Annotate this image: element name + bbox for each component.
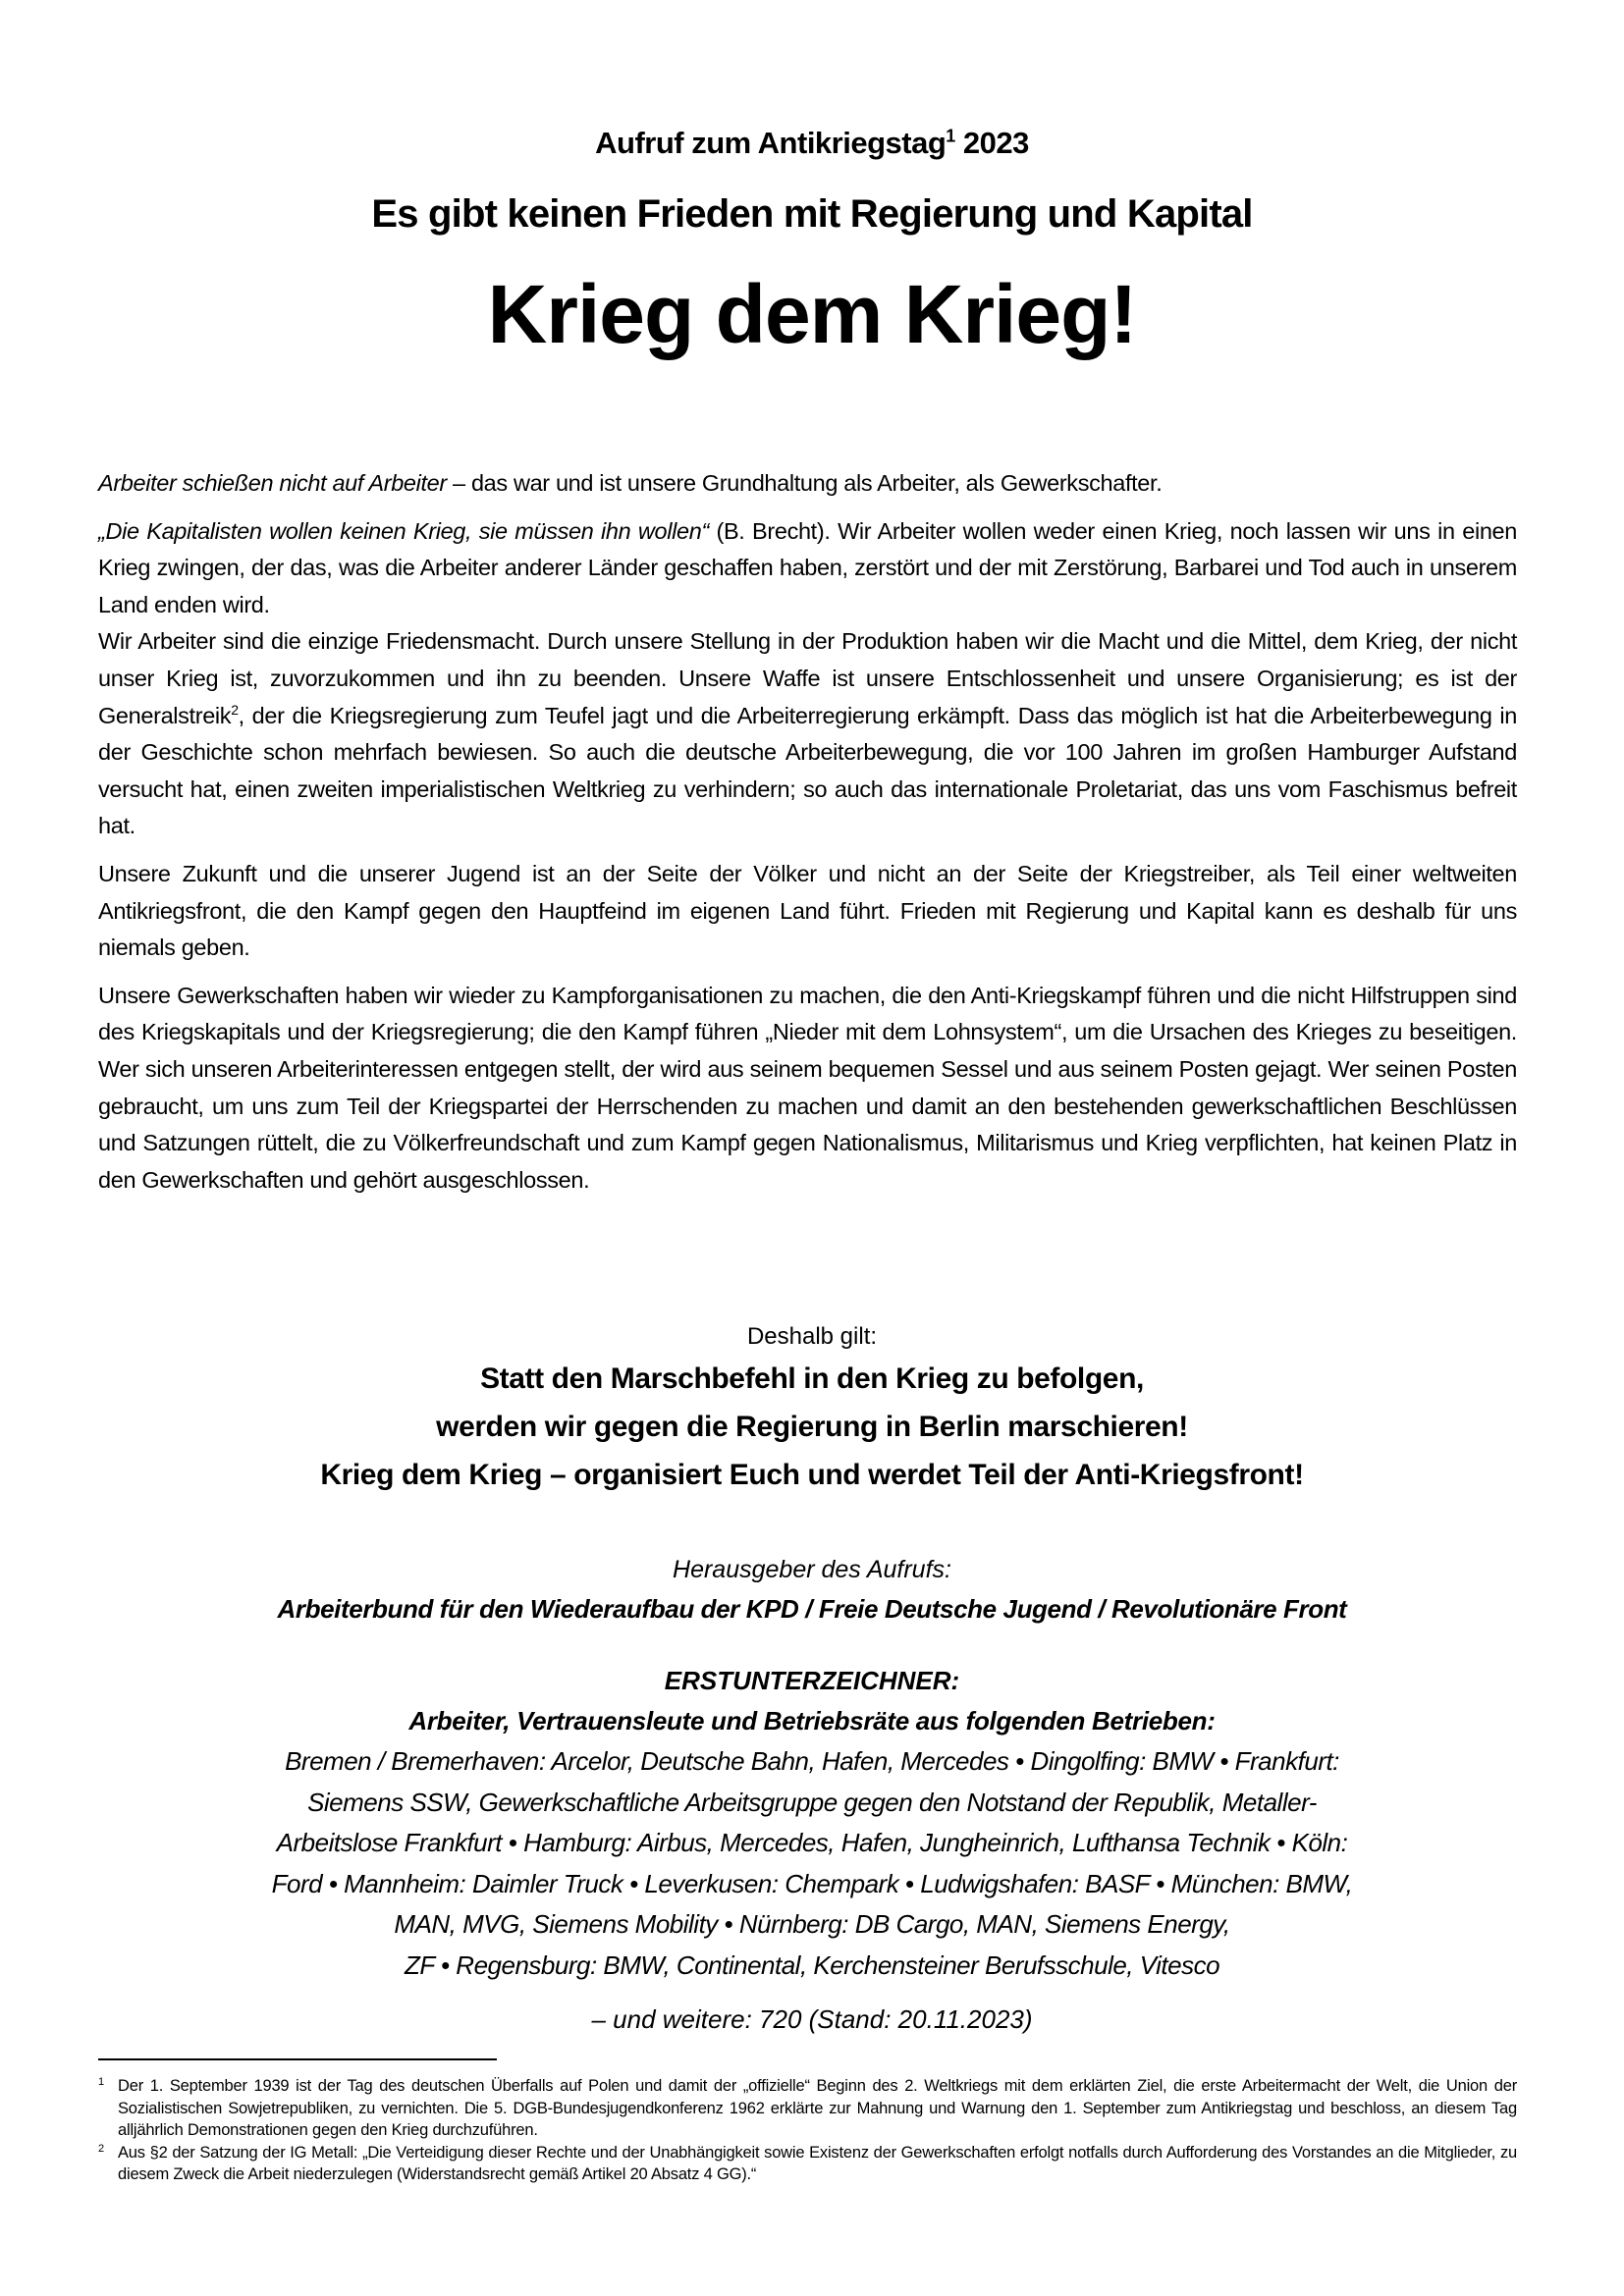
body-text [98, 465, 1517, 1209]
footnote-text: Der 1. September 1939 ist der Tag des deutschen Überfalls auf Polen und damit der „offizielle“ Beginn des 2. Weltkriegs mit dem erklärten Ziel, die erste Arbeitermacht der Welt, die Union der Sozialistischen Sowjetrepubliken, zu vernichten. Die 5. DGB-Bundesjugendkonferenz 1962 erklärte zur Mahnung und Warnung den 1. September zum Antikriegstag und beschloss, an diesem Tag alljährlich Demonstrationen gegen den Krieg durchzuführen. [118, 2077, 1517, 2139]
signers-line: Ford • Mannheim: Daimler Truck • Leverkusen: Chempark • Ludwigshafen: BASF • München: BMW, [271, 1868, 1353, 1898]
signers-block [128, 1661, 1496, 2039]
footnote-1 [98, 2075, 1517, 2142]
closing-block [0, 1319, 1624, 1499]
footnote-number: 2 [98, 2142, 104, 2155]
paragraph-2-text: (B. Brecht). Wir Arbeiter wollen weder einen Krieg, noch lassen wir uns in einen Krieg zwingen, der das, was die Arbeiter anderer Länder geschaffen haben, zerstört und der mit Zerstörung, Barbarei und Tod auch in unserem Land enden wird. [98, 517, 1517, 617]
kicker-year: 2023 [962, 126, 1029, 160]
paragraph-3 [98, 623, 1517, 845]
paragraph-4: Unsere Zukunft und die unserer Jugend ist an der Seite der Völker und nicht an der Seite der Kriegstreiber, als Teil einer weltweiten Antikriegsfront, die den Kampf gegen den Hauptfeind im eigenen Land führt. Frieden mit Regierung und Kapital kann es deshalb für uns niemals geben. [98, 860, 1517, 961]
kicker-heading [0, 126, 1624, 161]
signers-subtitle: Arbeiter, Vertrauensleute und Betriebsräte aus folgenden Betrieben: [408, 1706, 1216, 1735]
signers-more-count: – und weitere: 720 (Stand: 20.11.2023) [591, 2004, 1033, 2034]
footnote-ref-2[interactable]: 2 [231, 701, 239, 718]
paragraph-1-text: – das war und ist unsere Grundhaltung als Arbeiter, als Gewerkschafter. [446, 470, 1163, 496]
footnote-number: 1 [98, 2076, 104, 2088]
signers-line: ZF • Regensburg: BMW, Continental, Kerchensteiner Berufsschule, Vitesco [404, 1949, 1220, 1980]
paragraph-3-text-b: , der die Kriegsregierung zum Teufel jagt und die Arbeiterregierung erkämpft. Dass das möglich ist hat die Arbeiterbewegung in der Geschichte schon mehrfach bewiesen. So auch die deutsche Arbeiterbewegung, die vor 100 Jahren im großen Hamburger Aufstand versucht hat, einen zweiten imperialistischen Weltkrieg zu verhindern; so auch das internationale Proletariat, das uns vom Faschismus befreit hat. [98, 702, 1517, 839]
signers-line: MAN, MVG, Siemens Mobility • Nürnberg: DB Cargo, MAN, Siemens Energy, [394, 1909, 1230, 1939]
publisher-block [0, 1551, 1624, 1629]
signers-title: ERSTUNTERZEICHNER: [664, 1666, 960, 1695]
publisher-organizations: Arbeiterbund für den Wiederaufbau der KPD / Freie Deutsche Jugend / Revolutionäre Front [277, 1594, 1347, 1624]
signers-line: Arbeitslose Frankfurt • Hamburg: Airbus, Mercedes, Hafen, Jungheinrich, Lufthansa Technik • Köln: [276, 1828, 1348, 1857]
footnote-2 [98, 2142, 1517, 2186]
paragraph-1-quote: Arbeiter schießen nicht auf Arbeiter [98, 470, 447, 496]
footnote-ref-1[interactable]: 1 [946, 126, 955, 146]
signers-line: Bremen / Bremerhaven: Arcelor, Deutsche Bahn, Hafen, Mercedes • Dingolfing: BMW • Frankfurt: [285, 1746, 1339, 1776]
footnote-separator [98, 2058, 497, 2060]
main-title: Krieg dem Krieg! [487, 268, 1137, 360]
slogan-line: Statt den Marschbefehl in den Krieg zu befolgen, [480, 1362, 1144, 1395]
closing-lead: Deshalb gilt: [746, 1323, 878, 1350]
footnote-text: Aus §2 der Satzung der IG Metall: „Die Verteidigung dieser Rechte und der Unabhängigkeit sowie Existenz der Gewerkschaften erfolgt notfalls durch Aufforderung des Vorstandes an die Mitglieder, zu diesem Zweck die Arbeit niederzulegen (Widerstandsrecht gemäß Artikel 20 Absatz 4 GG).“ [118, 2143, 1517, 2183]
paragraph-2 [98, 513, 1517, 624]
publisher-label: Herausgeber des Aufrufs: [673, 1556, 951, 1583]
slogan-line: werden wir gegen die Regierung in Berlin marschieren! [436, 1411, 1188, 1443]
paragraph-3-text-a: Wir Arbeiter sind die einzige Friedensmacht. Durch unsere Stellung in der Produktion haben wir die Macht und die Mittel, dem Krieg, der nicht unser Krieg ist, zuvorzukommen und ihn zu beenden. Unsere Waffe ist unsere Entschlossenheit und unsere Organisierung; es ist der Generalstreik [98, 628, 1517, 728]
paragraph-5: Unsere Gewerkschaften haben wir wieder zu Kampforganisationen zu machen, die den Anti-Kriegskampf führen und die nicht Hilfstruppen sind des Kriegskapitals und der Kriegsregierung; die den Kampf führen „Nieder mit dem Lohnsystem“, um die Ursachen des Krieges zu beseitigen. Wer sich unseren Arbeiterinteressen entgegen stellt, der wird aus seinem bequemen Sessel und aus seinem Posten gejagt. Wer seinen Posten gebraucht, um uns zum Teil der Kriegspartei der Herrschenden zu machen und damit an den bestehenden gewerkschaftlichen Beschlüssen und Satzungen rüttelt, die zu Völkerfreundschaft und zum Kampf gegen Nationalismus, Militarismus und Krieg verpflichten, hat keinen Platz in den Gewerkschaften und gehört ausgeschlossen. [98, 982, 1517, 1193]
subtitle-heading: Es gibt keinen Frieden mit Regierung und Kapital [371, 192, 1253, 236]
footnotes [98, 2075, 1517, 2186]
kicker-text: Aufruf zum Antikriegstag [595, 126, 947, 160]
brecht-quote: „Die Kapitalisten wollen keinen Krieg, sie müssen ihn wollen“ [98, 517, 709, 544]
signers-line: Siemens SSW, Gewerkschaftliche Arbeitsgruppe gegen den Notstand der Republik, Metaller- [307, 1787, 1317, 1817]
slogan-line: Krieg dem Krieg – organisiert Euch und werdet Teil der Anti-Kriegsfront! [320, 1459, 1304, 1491]
paragraph-1 [98, 465, 1517, 503]
